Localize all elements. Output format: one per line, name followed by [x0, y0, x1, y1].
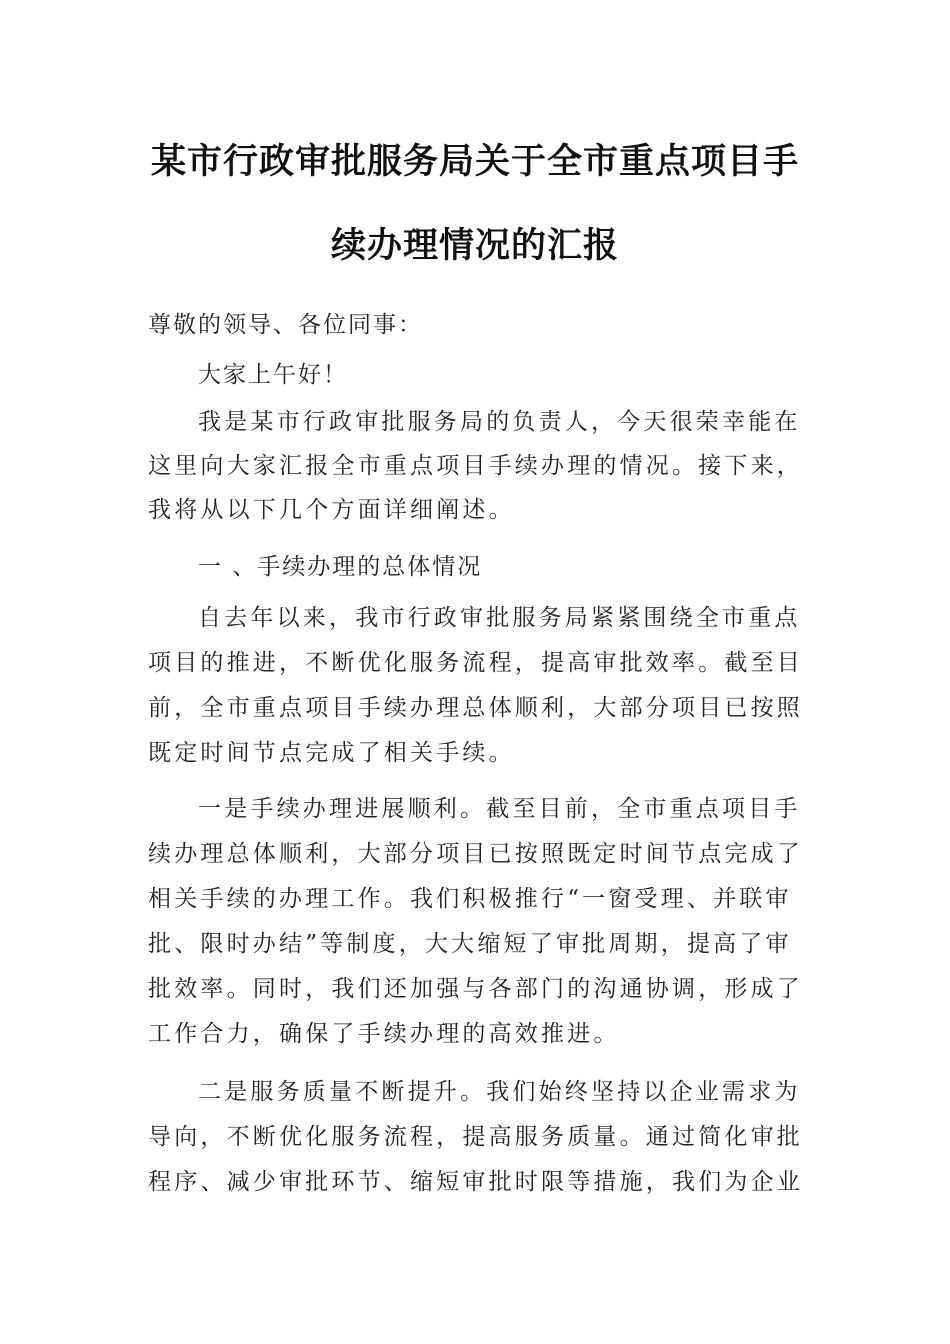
salutation: 尊敬的领导、各位同事：: [148, 312, 423, 338]
greeting: 大家上午好！: [198, 362, 348, 388]
paragraph-line: 工作合力，确保了手续办理的高效推进。: [148, 1021, 620, 1047]
paragraph-line: 续办理总体顺利，大部分项目已按照既定时间节点完成了: [148, 841, 803, 867]
document-title-line-2: 续办理情况的汇报: [330, 226, 619, 266]
paragraph-line: 我是某市行政审批服务局的负责人，今天很荣幸能在: [198, 409, 801, 435]
paragraph-line: 自去年以来，我市行政审批服务局紧紧围绕全市重点: [198, 605, 801, 631]
paragraph-line: 相关手续的办理工作。我们积极推行“一窗受理、并联审: [148, 886, 792, 912]
paragraph-line: 既定时间节点完成了相关手续。: [148, 740, 515, 766]
quality-paragraph: [148, 1070, 808, 1205]
intro-paragraph: [148, 400, 808, 532]
overview-paragraph: [148, 596, 808, 776]
paragraph-line: 批效率。同时，我们还加强与各部门的沟通协调，形成了: [148, 976, 803, 1002]
progress-paragraph: [148, 787, 808, 1057]
paragraph-line: 程序、减少审批环节、缩短审批时限等措施，我们为企业: [148, 1169, 803, 1195]
paragraph-line: 一是手续办理进展顺利。截至目前，全市重点项目手: [198, 796, 801, 822]
paragraph-line: 项目的推进，不断优化服务流程，提高审批效率。截至目: [148, 650, 803, 676]
paragraph-line: 二是服务质量不断提升。我们始终坚持以企业需求为: [198, 1079, 801, 1105]
document-title-line-1: 某市行政审批服务局关于全市重点项目手: [150, 142, 799, 182]
paragraph-line: 这里向大家汇报全市重点项目手续办理的情况。接下来，: [148, 453, 803, 479]
paragraph-line: 前，全市重点项目手续办理总体顺利，大部分项目已按照: [148, 695, 803, 721]
paragraph-line: 批、限时办结”等制度，大大缩短了审批周期，提高了审: [148, 931, 792, 957]
paragraph-line: 我将从以下几个方面详细阐述。: [148, 497, 515, 523]
paragraph-line: 导向，不断优化服务流程，提高服务质量。通过简化审批: [148, 1124, 803, 1150]
section-heading: 一 、手续办理的总体情况: [198, 554, 483, 580]
